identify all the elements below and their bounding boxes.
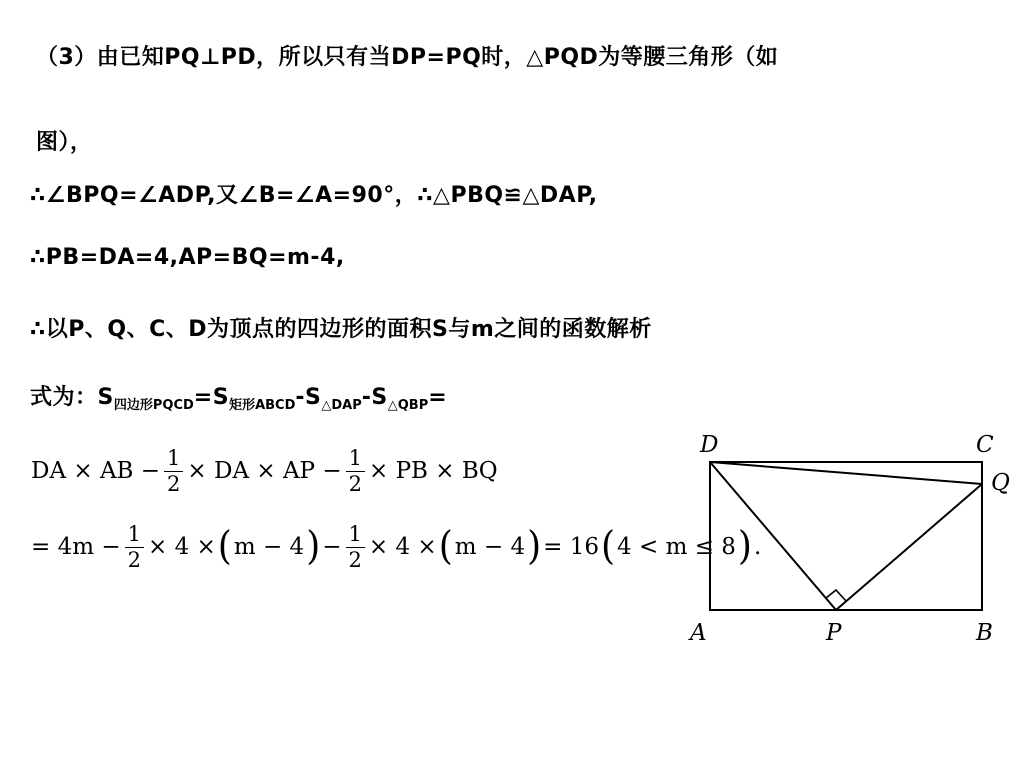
area-prefix: 式为：S: [30, 385, 114, 410]
area-minus-s-1: -S: [295, 385, 322, 410]
subscript-quadrilateral: 四边形PQCD: [113, 398, 194, 413]
formula-term: DA × AB −: [31, 458, 161, 484]
fraction-half: [164, 446, 183, 495]
fraction-half: [125, 522, 144, 571]
formula-term: .: [753, 534, 762, 560]
solution-line-1: （3）由已知PQ⊥PD，所以只有当DP=PQ时，△PQD为等腰三角形（如: [36, 45, 779, 70]
solution-line-6: [30, 380, 447, 413]
paren-open: (: [438, 523, 453, 569]
solution-line-4: ∴PB=DA=4,AP=BQ=m-4,: [30, 245, 345, 270]
paren-close: ): [306, 523, 321, 569]
paren-open: (: [601, 523, 616, 569]
fraction-denominator: 2: [164, 471, 183, 496]
label-q: Q: [991, 470, 1010, 496]
formula-term: = 4m −: [31, 534, 121, 560]
label-a: A: [690, 620, 707, 646]
rectangle-abcd: [710, 462, 982, 610]
label-c: C: [976, 432, 994, 458]
paren-open: (: [217, 523, 232, 569]
fraction-numerator: 1: [348, 522, 362, 547]
formula-term: −: [322, 534, 342, 560]
geometry-figure: [688, 422, 1024, 652]
area-equals: =: [428, 385, 448, 410]
formula-term: × PB × BQ: [369, 458, 498, 484]
paren-close: ): [527, 523, 542, 569]
label-d: D: [700, 432, 719, 458]
label-b: B: [976, 620, 993, 646]
segment-pq: [836, 484, 982, 610]
fraction-numerator: 1: [348, 446, 362, 471]
fraction-half: [346, 446, 365, 495]
fraction-denominator: 2: [346, 471, 365, 496]
fraction-numerator: 1: [127, 522, 141, 547]
fraction-half: [346, 522, 365, 571]
label-p: P: [826, 620, 842, 646]
subscript-triangle-qbp: △QBP: [387, 398, 429, 413]
paren-close: ): [737, 523, 752, 569]
solution-line-3: ∴∠BPQ=∠ADP,又∠B=∠A=90°，∴△PBQ≌△DAP,: [30, 183, 598, 208]
formula-term: 4 < m ≤ 8: [617, 534, 736, 560]
segment-dq: [710, 462, 982, 484]
formula-term: = 16: [543, 534, 599, 560]
subscript-triangle-dap: △DAP: [321, 398, 362, 413]
right-angle-mark: [826, 590, 846, 601]
fraction-denominator: 2: [346, 547, 365, 572]
area-eq-s: =S: [193, 385, 230, 410]
formula-term: × 4 ×: [368, 534, 437, 560]
area-minus-s-2: -S: [361, 385, 388, 410]
formula-term: m − 4: [454, 534, 526, 560]
formula-term: m − 4: [233, 534, 305, 560]
solution-line-5: ∴以P、Q、C、D为顶点的四边形的面积S与m之间的函数解析: [30, 317, 652, 342]
solution-line-2: 图），: [36, 130, 93, 155]
segment-dp: [710, 462, 836, 610]
fraction-denominator: 2: [125, 547, 144, 572]
formula-row-2: [30, 512, 762, 582]
fraction-numerator: 1: [167, 446, 181, 471]
formula-term: × DA × AP −: [187, 458, 342, 484]
formula-row-1: [30, 436, 499, 506]
subscript-rectangle: 矩形ABCD: [229, 398, 296, 413]
formula-term: × 4 ×: [147, 534, 216, 560]
